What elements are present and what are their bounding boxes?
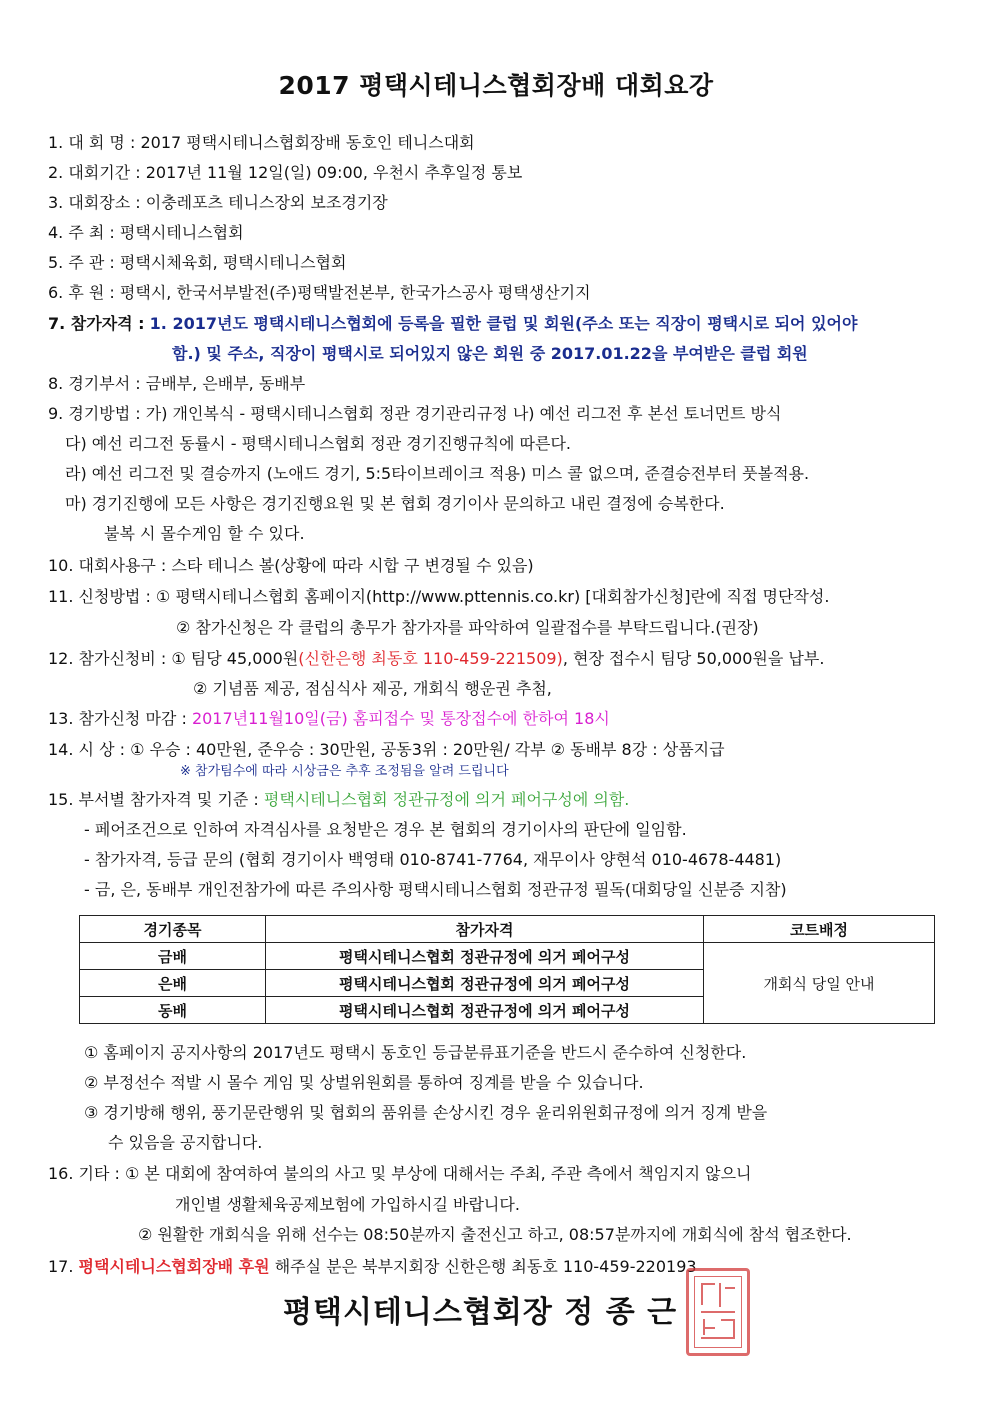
item-11: 11. 신청방법 : ① 평택시테니스협회 홈페이지(http://www.pttennis.co.kr) [대회참가신청]란에 직접 명단작성. (48, 587, 830, 606)
item-10: 10. 대회사용구 : 스타 테니스 볼(상황에 따라 시합 구 변경될 수 있음) (48, 556, 534, 575)
table-header-qualification: 참가자격 (266, 916, 704, 943)
notice-1: ① 홈페이지 공지사항의 2017년도 평택시 동호인 등급분류표기준을 반드시 준수하여 신청한다. (84, 1043, 747, 1062)
item-17-text: 해주실 분은 북부지회장 신한은행 최동호 110-459-220193 (274, 1257, 697, 1276)
item-5: 5. 주 관 : 평택시체육회, 평택시테니스협회 (48, 253, 347, 272)
item-12-b: ② 기념품 제공, 점심식사 제공, 개회식 행운권 추첨, (193, 679, 552, 698)
item-6: 6. 후 원 : 평택시, 한국서부발전(주)평택발전본부, 한국가스공사 평택생산기지 (48, 283, 591, 302)
item-13-label: 13. 참가신청 마감 : (48, 709, 187, 728)
item-7-label: 7. 참가자격 : (48, 314, 145, 333)
notice-3: ③ 경기방해 행위, 풍기문란행위 및 협회의 품위를 손상시킨 경우 윤리위원회규정에 의거 징계 받을 (84, 1103, 768, 1122)
item-3: 3. 대회장소 : 이충레포츠 테니스장외 보조경기장 (48, 193, 388, 212)
item-7-cont: 함.) 및 주소, 직장이 평택시로 되어있지 않은 회원 중 2017.01.22을 부여받은 클럽 회원 (172, 344, 808, 363)
item-1: 1. 대 회 명 : 2017 평택시테니스협회장배 동호인 테니스대회 (48, 133, 475, 152)
item-12-fee: 12. 참가신청비 : ① 팀당 45,000원 (48, 649, 299, 668)
item-14: 14. 시 상 : ① 우승 : 40만원, 준우승 : 30만원, 공동3위 : 20만원/ 각부 ② 동배부 8강 : 상품지급 (48, 740, 725, 759)
item-4: 4. 주 최 : 평택시테니스협회 (48, 223, 244, 242)
item-9: 9. 경기방법 : 가) 개인복식 - 평택시테니스협회 정관 경기관리규정 나) 예선 리그전 후 본선 토너먼트 방식 (48, 404, 782, 423)
notice-2: ② 부정선수 적발 시 몰수 게임 및 상벌위원회를 통하여 징계를 받을 수 있습니다. (84, 1073, 644, 1092)
notice-3-b: 수 있음을 공지합니다. (108, 1133, 263, 1152)
document-title: 2017 평택시테니스협회장배 대회요강 (278, 71, 714, 100)
table-cell-qualification: 평택시테니스협회 정관규정에 의거 페어구성 (266, 970, 704, 997)
table-cell-event: 은배 (80, 970, 266, 997)
item-7-text: 1. 2017년도 평택시테니스협회에 등록을 필한 클럽 및 회원(주소 또는 직장이 평택시로 되어 있어야 (149, 314, 858, 333)
table-cell-qualification: 평택시테니스협회 정관규정에 의거 페어구성 (266, 943, 704, 970)
item-12-onsite: , 현장 접수시 팀당 50,000원을 납부. (562, 649, 825, 668)
item-15-e: - 금, 은, 동배부 개인전참가에 따른 주의사항 평택시테니스협회 정관규정 필독(대회당일 신분증 지참) (84, 880, 787, 899)
table-cell-qualification: 평택시테니스협회 정관규정에 의거 페어구성 (266, 997, 704, 1024)
qualification-table (79, 915, 935, 1024)
item-7 (48, 313, 857, 335)
signature-line: 평택시테니스협회장 정 종 근 (283, 1295, 678, 1330)
item-12-account: (신한은행 최동호 110-459-221509) (298, 649, 563, 668)
item-15-rule: 평택시테니스협회 정관규정에 의거 페어구성에 의함. (263, 790, 630, 809)
item-9-d: 마) 경기진행에 모든 사항은 경기진행요원 및 본 협회 경기이사 문의하고 내린 결정에 승복한다. (65, 494, 725, 513)
item-15-d: - 참가자격, 등급 문의 (협회 경기이사 백영태 010-8741-7764, 재무이사 양현석 010-4678-4481) (84, 850, 782, 869)
item-16-b: 개인별 생활체육공제보험에 가입하시길 바랍니다. (175, 1195, 520, 1214)
item-17-sponsor: 평택시테니스협회장배 후원 (78, 1257, 270, 1276)
item-12 (48, 648, 824, 670)
table-header-row (80, 916, 935, 943)
item-2: 2. 대회기간 : 2017년 11월 12일(일) 09:00, 우천시 추후일정 통보 (48, 163, 523, 182)
table-cell-event: 동배 (80, 997, 266, 1024)
item-17-number: 17. (48, 1257, 74, 1276)
item-16: 16. 기타 : ① 본 대회에 참여하여 불의의 사고 및 부상에 대해서는 주최, 주관 측에서 책임지지 않으니 (48, 1164, 752, 1183)
item-8: 8. 경기부서 : 금배부, 은배부, 동배부 (48, 374, 306, 393)
official-seal-icon (686, 1268, 750, 1356)
table-header-court: 코트배정 (704, 916, 935, 943)
table-cell-court: 개회식 당일 안내 (704, 943, 935, 1024)
item-15 (48, 789, 629, 811)
item-15-c: - 페어조건으로 인하여 자격심사를 요청받은 경우 본 협회의 경기이사의 판단에 일임함. (84, 820, 687, 839)
table-header-event: 경기종목 (80, 916, 266, 943)
item-11-b: ② 참가신청은 각 클럽의 총무가 참가자를 파악하여 일괄접수를 부탁드립니다.(권장) (176, 618, 759, 637)
item-9-c: 라) 예선 리그전 및 결승까지 (노애드 경기, 5:5타이브레이크 적용) 미스 콜 없으며, 준결승전부터 풋볼적용. (65, 464, 810, 483)
item-9-b: 다) 예선 리그전 동률시 - 평택시테니스협회 정관 경기진행규칙에 따른다. (65, 434, 572, 453)
item-17 (48, 1256, 697, 1278)
item-14-note: ※ 참가팀수에 따라 시상금은 추후 조정됨을 알려 드립니다 (180, 764, 509, 779)
item-15-label: 15. 부서별 참가자격 및 기준 : (48, 790, 259, 809)
item-16-c: ② 원활한 개회식을 위해 선수는 08:50분까지 출전신고 하고, 08:57분까지에 개회식에 참석 협조한다. (138, 1225, 852, 1244)
item-13 (48, 708, 610, 730)
item-9-e: 불복 시 몰수게임 할 수 있다. (104, 524, 305, 543)
table-row (80, 943, 935, 970)
item-13-deadline: 2017년11월10일(금) 홈피접수 및 통장접수에 한하여 18시 (191, 709, 610, 728)
table-cell-event: 금배 (80, 943, 266, 970)
